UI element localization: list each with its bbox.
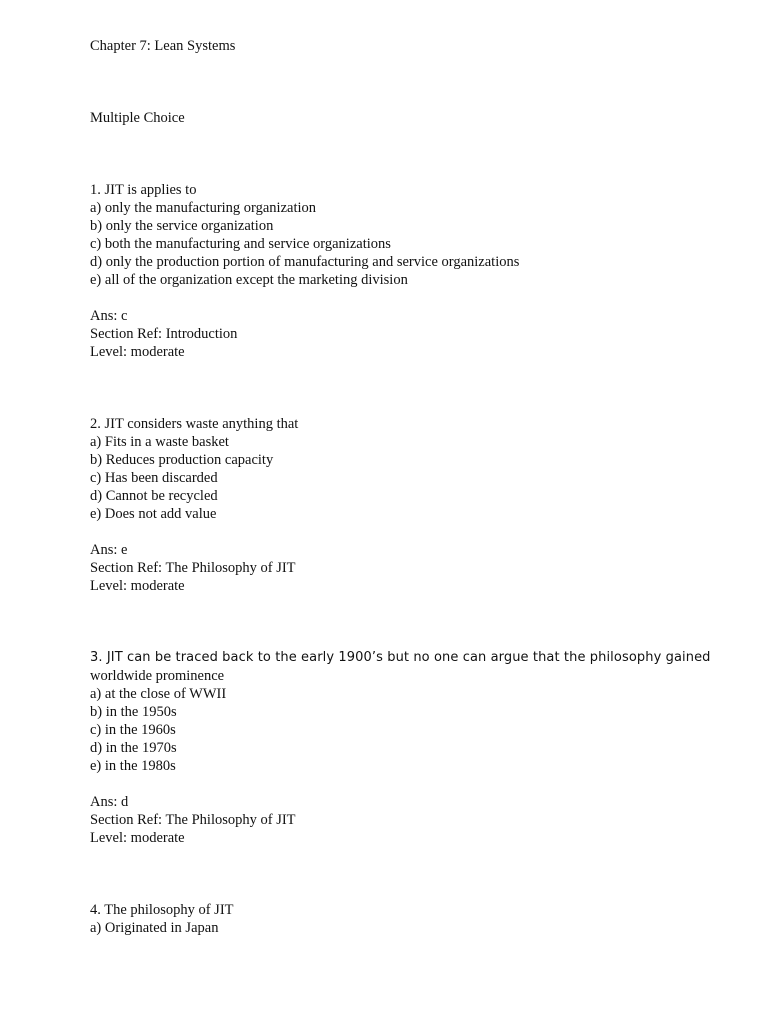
answer: Ans: e xyxy=(90,542,128,558)
chapter-title: Chapter 7: Lean Systems xyxy=(90,38,236,54)
section-ref: Section Ref: The Philosophy of JIT xyxy=(90,812,296,828)
option-d: d) in the 1970s xyxy=(90,740,177,756)
question-body xyxy=(90,649,750,775)
option-a: a) at the close of WWII xyxy=(90,686,227,702)
question-body xyxy=(90,901,750,937)
question-1 xyxy=(90,181,750,361)
option-b: b) Reduces production capacity xyxy=(90,452,274,468)
option-e: e) all of the organization except the marketing division xyxy=(90,272,408,288)
answer: Ans: d xyxy=(90,794,129,810)
question-prompt: 2. JIT considers waste anything that xyxy=(90,416,299,432)
document-page xyxy=(90,37,750,955)
answer: Ans: c xyxy=(90,308,128,324)
difficulty-level: Level: moderate xyxy=(90,344,185,360)
difficulty-level: Level: moderate xyxy=(90,578,185,594)
option-b: b) in the 1950s xyxy=(90,704,177,720)
section-ref: Section Ref: Introduction xyxy=(90,326,238,342)
question-prompt-continued: worldwide prominence xyxy=(90,668,225,684)
answer-block xyxy=(90,307,750,361)
option-d: d) Cannot be recycled xyxy=(90,488,218,504)
option-e: e) Does not add value xyxy=(90,506,217,522)
option-c: c) in the 1960s xyxy=(90,722,176,738)
option-c: c) both the manufacturing and service organizations xyxy=(90,236,391,252)
option-e: e) in the 1980s xyxy=(90,758,176,774)
question-body xyxy=(90,181,750,289)
option-a: a) Originated in Japan xyxy=(90,920,219,936)
section-ref: Section Ref: The Philosophy of JIT xyxy=(90,560,296,576)
question-4 xyxy=(90,901,750,937)
answer-block xyxy=(90,793,750,847)
question-prompt: 3. JIT can be traced back to the early 1900’s but no one can argue that the philosophy gained xyxy=(90,650,711,665)
question-3 xyxy=(90,649,750,847)
question-body xyxy=(90,415,750,523)
option-a: a) only the manufacturing organization xyxy=(90,200,317,216)
option-a: a) Fits in a waste basket xyxy=(90,434,229,450)
answer-block xyxy=(90,541,750,595)
question-prompt: 1. JIT is applies to xyxy=(90,182,197,198)
question-prompt: 4. The philosophy of JIT xyxy=(90,902,234,918)
option-c: c) Has been discarded xyxy=(90,470,218,486)
option-b: b) only the service organization xyxy=(90,218,274,234)
question-2 xyxy=(90,415,750,595)
section-heading: Multiple Choice xyxy=(90,110,185,126)
option-d: d) only the production portion of manufacturing and service organizations xyxy=(90,254,520,270)
difficulty-level: Level: moderate xyxy=(90,830,185,846)
